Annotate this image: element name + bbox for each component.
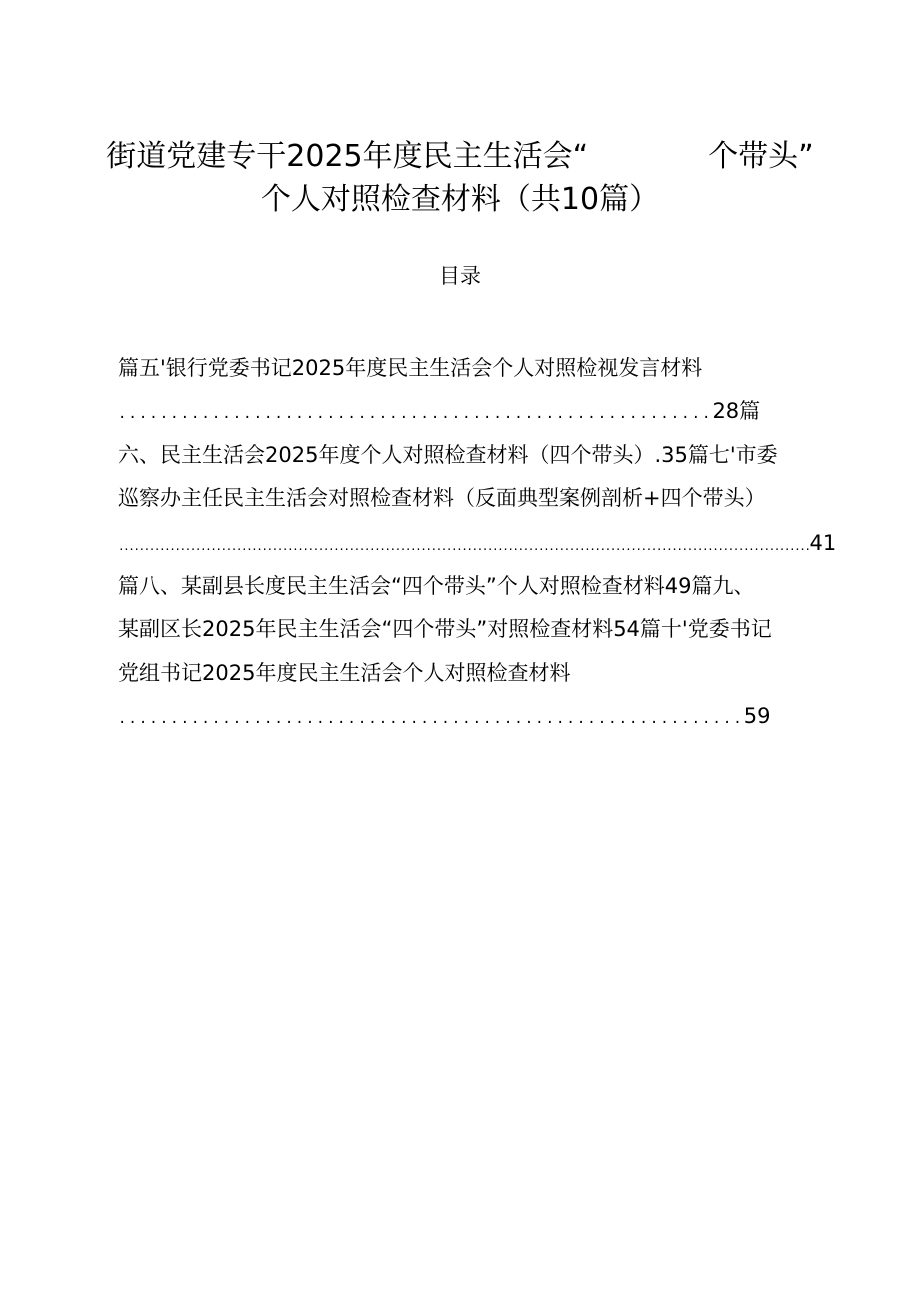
toc-leader-row bbox=[118, 397, 760, 428]
toc-entry-9[interactable]: 某副区长2025年民主生活会“四个带头”对照检查材料54篇十'党委书记 bbox=[118, 617, 772, 641]
toc-dot-leader: ......................................................... bbox=[118, 406, 713, 422]
toc-entry-8[interactable]: 篇八、某副县长度民主生活会“四个带头”个人对照检查材料49篇九、 bbox=[118, 574, 755, 598]
toc-page-number[interactable]: 41 bbox=[809, 531, 837, 555]
toc-heading: 目录 bbox=[439, 264, 481, 288]
toc-entry-7[interactable]: 巡察办主任民主生活会对照检查材料（反面典型案例剖析+四个带头） bbox=[118, 486, 766, 510]
toc-leader-row bbox=[118, 702, 770, 733]
toc-page-number[interactable]: 28篇 bbox=[712, 399, 761, 423]
toc-leader-row bbox=[118, 529, 836, 561]
toc-entry-10[interactable]: 党组书记2025年度民主生活会个人对照检查材料 bbox=[118, 661, 571, 685]
toc-entry-5[interactable]: 篇五'银行党委书记2025年度民主生活会个人对照检视发言材料 bbox=[118, 356, 703, 380]
document-title-line-2: 个人对照检查材料（共10篇） bbox=[260, 182, 660, 217]
document-title-line-1: 街道党建专干2025年度民主生活会“ 个带头” bbox=[106, 139, 814, 174]
toc-entry-6[interactable]: 六、民主生活会2025年度个人对照检查材料（四个带头）.35篇七'市委 bbox=[118, 443, 778, 467]
toc-dot-leader: ....................................................................................................................................... bbox=[118, 540, 810, 553]
toc-dot-leader: ............................................................ bbox=[118, 711, 744, 727]
toc-page-number[interactable]: 59 bbox=[743, 704, 771, 728]
